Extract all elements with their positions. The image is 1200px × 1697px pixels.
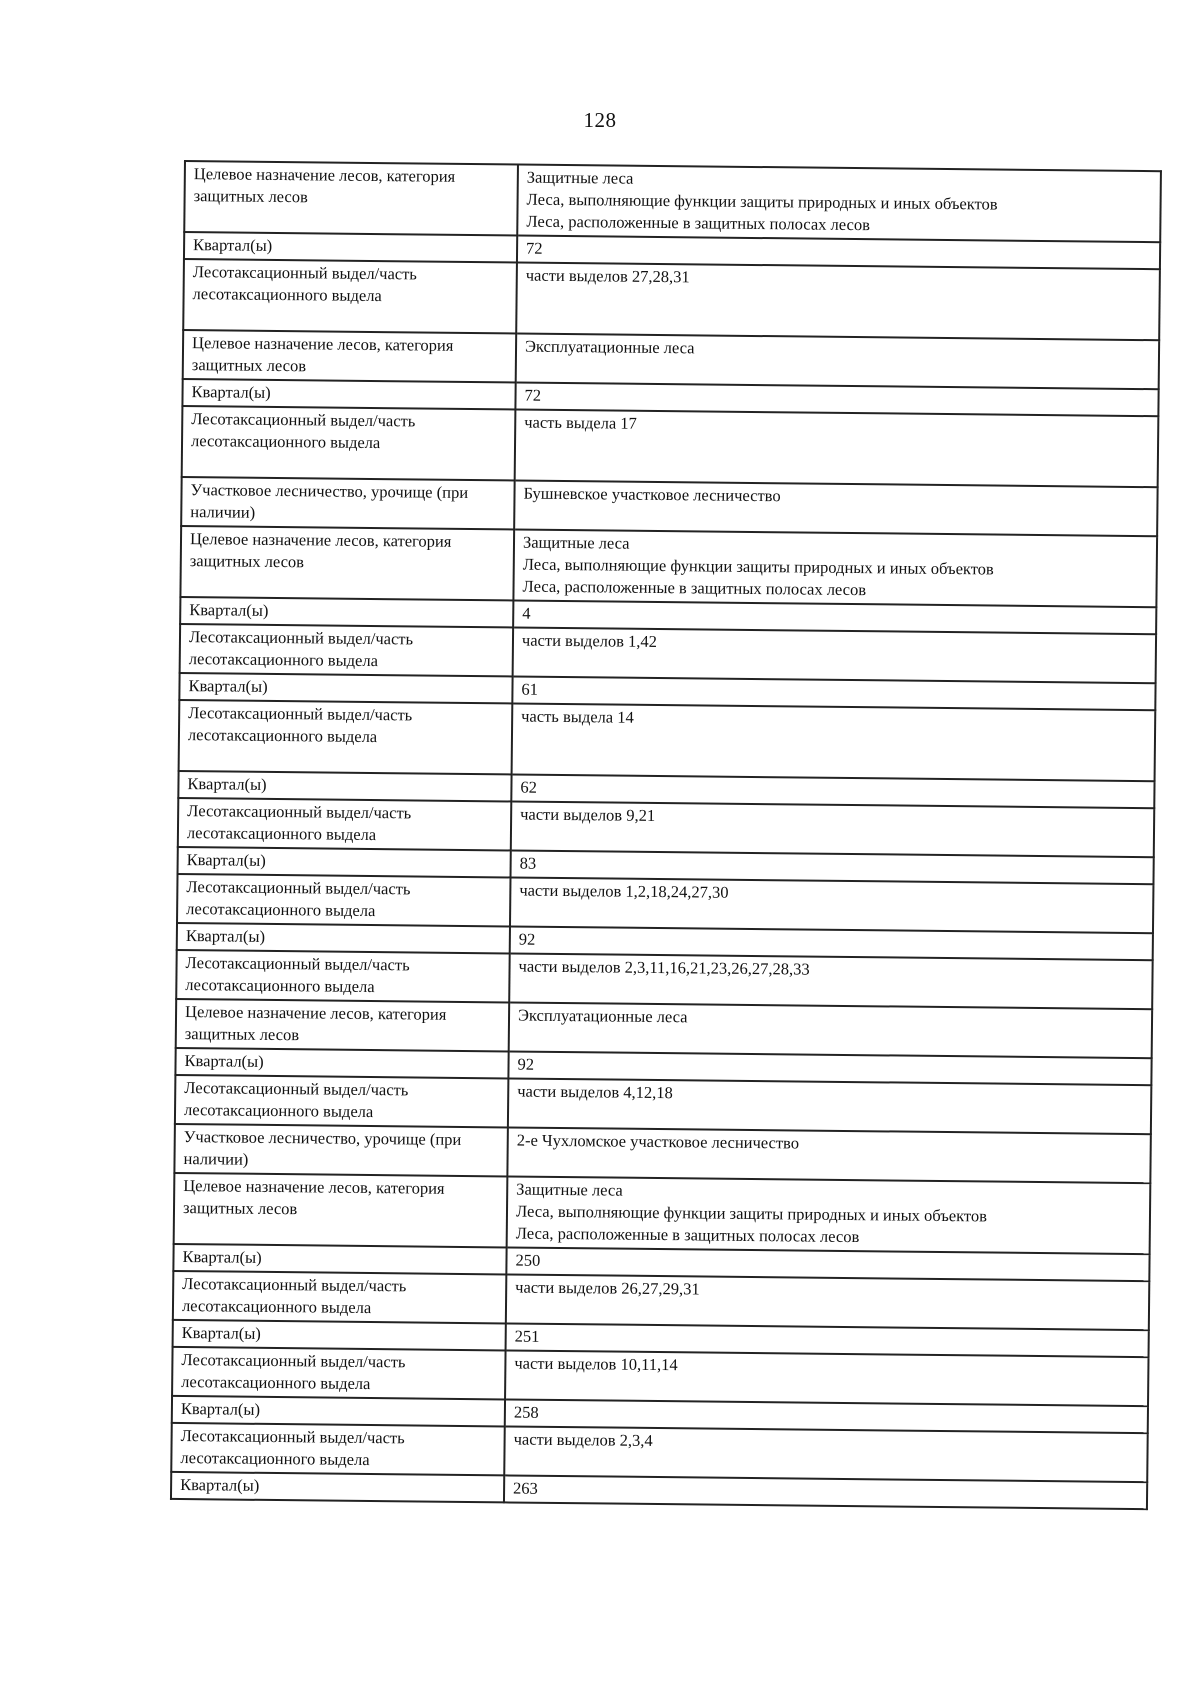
- value-line: части выделов 26,27,29,31: [515, 1277, 700, 1299]
- row-value: [512, 703, 1156, 781]
- row-label: Лесотаксационный выдел/часть лесотаксационного выдела: [176, 950, 509, 1002]
- value-line: Леса, расположенные в защитных полосах лесов: [515, 1223, 860, 1247]
- row-label: Квартал(ы): [172, 1396, 505, 1426]
- value-line: Леса, выполняющие функции защиты природных и иных объектов: [526, 189, 998, 214]
- table-body: [171, 161, 1161, 1509]
- table-row: [184, 161, 1161, 242]
- value-line: части выделов 1,2,18,24,27,30: [519, 880, 729, 902]
- row-label: Участковое лесничество, урочище (при наличии): [181, 477, 514, 529]
- row-value: [504, 1475, 1147, 1509]
- value-line: 83: [519, 853, 537, 873]
- value-line: части выделов 9,21: [520, 804, 656, 825]
- value-line: 92: [517, 1054, 535, 1074]
- value-line: часть выдела 17: [524, 412, 637, 433]
- value-line: 4: [522, 603, 531, 623]
- value-line: 72: [525, 238, 543, 258]
- table-row: [182, 406, 1159, 487]
- table-row: [174, 1173, 1151, 1254]
- row-value: [506, 1274, 1149, 1330]
- row-label: Целевое назначение лесов, категория защитных лесов: [174, 1173, 508, 1247]
- value-line: часть выдела 14: [521, 706, 634, 727]
- value-line: Эксплуатационные леса: [524, 336, 695, 358]
- row-label: Целевое назначение лесов, категория защитных лесов: [184, 161, 518, 235]
- row-label: Лесотаксационный выдел/часть лесотаксационного выдела: [172, 1347, 505, 1399]
- row-label: Целевое назначение лесов, категория защитных лесов: [180, 526, 514, 600]
- row-label: Участковое лесничество, урочище (при наличии): [174, 1124, 507, 1176]
- row-label: Лесотаксационный выдел/часть лесотаксационного выдела: [171, 1423, 504, 1475]
- row-label: Квартал(ы): [178, 771, 511, 801]
- row-value: [507, 1127, 1150, 1183]
- page-number: 128: [583, 108, 617, 132]
- row-label: Квартал(ы): [179, 673, 512, 703]
- value-line: 62: [520, 777, 538, 797]
- value-line: части выделов 2,3,11,16,21,23,26,27,28,33: [518, 956, 810, 979]
- row-value: [517, 164, 1161, 242]
- table-row: [180, 526, 1157, 607]
- row-label: Квартал(ы): [171, 1472, 504, 1502]
- value-line: части выделов 4,12,18: [517, 1081, 673, 1103]
- row-label: Квартал(ы): [180, 597, 513, 627]
- value-line: 72: [524, 385, 542, 405]
- value-line: Леса, выполняющие функции защиты природных и иных объектов: [515, 1201, 988, 1226]
- value-line: Леса, выполняющие функции защиты природных и иных объектов: [522, 554, 994, 579]
- value-line: 92: [518, 929, 536, 949]
- row-value: [514, 480, 1157, 536]
- table-row: [183, 259, 1160, 340]
- row-label: Квартал(ы): [173, 1320, 506, 1350]
- row-label: Квартал(ы): [178, 847, 511, 877]
- value-line: части выделов 1,42: [521, 630, 658, 651]
- value-line: Защитные леса: [516, 1179, 623, 1200]
- row-label: Лесотаксационный выдел/часть лесотаксационного выдела: [179, 700, 513, 774]
- value-line: части выделов 10,11,14: [514, 1353, 678, 1375]
- value-line: Леса, расположенные в защитных полосах лесов: [522, 576, 867, 600]
- row-value: [504, 1426, 1147, 1482]
- value-line: Бушневское участковое лесничество: [523, 483, 781, 506]
- value-line: 263: [513, 1478, 538, 1498]
- row-value: [505, 1350, 1148, 1406]
- row-label: Лесотаксационный выдел/часть лесотаксационного выдела: [183, 259, 517, 333]
- row-value: [507, 1176, 1151, 1254]
- row-value: [508, 1078, 1151, 1134]
- row-label: Лесотаксационный выдел/часть лесотаксационного выдела: [182, 406, 516, 480]
- value-line: части выделов 27,28,31: [525, 265, 690, 287]
- row-value: [511, 801, 1154, 857]
- row-label: Квартал(ы): [177, 923, 510, 953]
- value-line: части выделов 2,3,4: [513, 1429, 653, 1450]
- row-label: Лесотаксационный выдел/часть лесотаксационного выдела: [173, 1271, 506, 1323]
- value-line: 251: [514, 1326, 540, 1346]
- row-label: Целевое назначение лесов, категория защитных лесов: [183, 330, 516, 382]
- row-value: [516, 262, 1160, 340]
- row-label: Целевое назначение лесов, категория защитных лесов: [176, 999, 509, 1051]
- value-line: Леса, расположенные в защитных полосах лесов: [526, 211, 871, 235]
- row-label: Квартал(ы): [184, 232, 517, 262]
- value-line: Эксплуатационные леса: [517, 1005, 688, 1027]
- row-label: Лесотаксационный выдел/часть лесотаксационного выдела: [180, 624, 513, 676]
- row-value: [510, 877, 1153, 933]
- value-line: 61: [521, 679, 539, 699]
- row-value: [509, 1002, 1152, 1058]
- forest-allocation-table: [170, 160, 1162, 1510]
- row-label: Лесотаксационный выдел/часть лесотаксационного выдела: [177, 874, 510, 926]
- row-value: [509, 953, 1152, 1009]
- row-label: Квартал(ы): [173, 1244, 506, 1274]
- value-line: 250: [515, 1250, 541, 1270]
- row-value: [513, 529, 1157, 607]
- row-label: Квартал(ы): [182, 379, 515, 409]
- value-line: 258: [513, 1402, 539, 1422]
- row-value: [516, 333, 1159, 389]
- row-label: Лесотаксационный выдел/часть лесотаксационного выдела: [175, 1075, 508, 1127]
- row-value: [513, 627, 1156, 683]
- row-label: Лесотаксационный выдел/часть лесотаксационного выдела: [178, 798, 511, 850]
- value-line: Защитные леса: [522, 532, 630, 553]
- row-label: Квартал(ы): [175, 1048, 508, 1078]
- row-value: [515, 409, 1159, 487]
- value-line: 2-е Чухломское участковое лесничество: [516, 1130, 800, 1153]
- table-row: [179, 700, 1156, 781]
- value-line: Защитные леса: [526, 167, 634, 188]
- document-sheet: [170, 160, 1124, 1510]
